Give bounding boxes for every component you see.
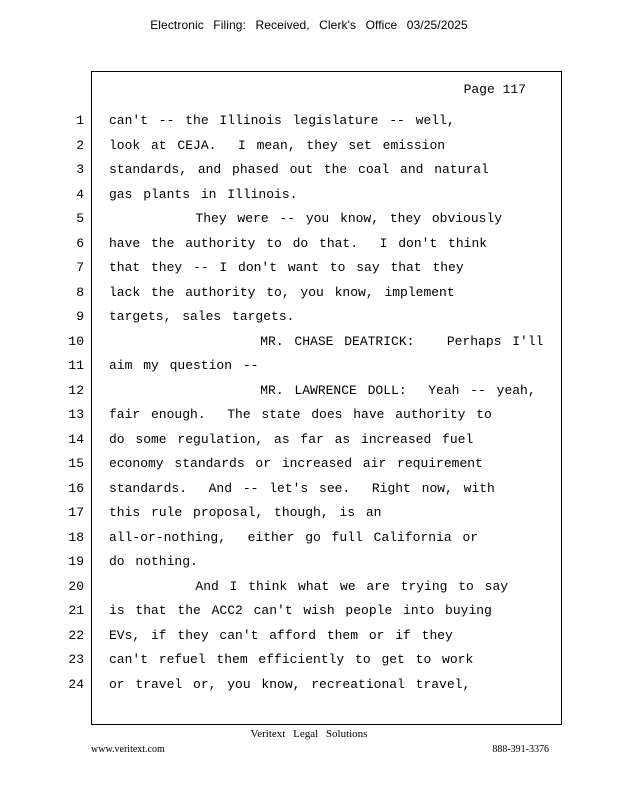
line-number: 15 [68,456,84,471]
transcript-line: standards, and phased out the coal and natural [109,162,489,177]
transcript-line: MR. CHASE DEATRICK: Perhaps I'll [109,333,544,349]
transcript-line: do nothing. [109,554,198,569]
transcript-line: can't -- the Illinois legislature -- well, [109,113,455,128]
transcript-line: standards. And -- let's see. Right now, with [109,480,495,496]
page-number: Page 117 [463,82,526,97]
transcript-line: or travel or, you know, recreational travel, [109,676,471,692]
line-number: 6 [76,235,84,251]
line-number: 2 [76,137,84,153]
transcript-line: They were -- you know, they obviously [109,211,503,226]
line-number: 11 [68,358,84,373]
line-number: 5 [76,211,84,226]
footer-phone: 888-391-3376 [492,744,549,755]
line-number: 7 [76,260,84,275]
transcript-line: And I think what we are trying to say [109,578,509,594]
transcript-line: can't refuel them efficiently to get to work [109,652,474,667]
transcript-line: that they -- I don't want to say that they [109,260,464,275]
transcript-line: all-or-nothing, either go full California or [109,529,479,545]
transcript-line: aim my question -- [109,358,259,373]
transcript-line: this rule proposal, though, is an [109,505,382,520]
transcript-line: have the authority to do that. I don't think [109,235,488,251]
line-number: 21 [68,603,84,618]
line-number: 3 [76,162,84,177]
line-number-column [60,113,84,701]
line-number: 1 [76,113,84,128]
line-number: 14 [68,431,84,447]
line-number: 16 [68,480,84,496]
line-number: 22 [68,627,84,643]
transcript-line: gas plants in Illinois. [109,186,298,202]
line-number: 12 [68,382,84,398]
line-number: 8 [76,284,84,300]
transcript-line: lack the authority to, you know, implement [109,284,455,300]
line-number: 20 [68,578,84,594]
transcript-line: look at CEJA. I mean, they set emission [109,137,446,153]
line-number: 13 [68,407,84,422]
transcript-line: targets, sales targets. [109,309,295,324]
transcript-body [109,113,549,701]
transcript-line: economy standards or increased air requirement [109,456,483,471]
transcript-line: EVs, if they can't afford them or if they [109,627,453,643]
transcript-line: do some regulation, as far as increased fuel [109,431,474,447]
line-number: 10 [68,333,84,349]
line-number: 24 [68,676,84,692]
transcript-line: MR. LAWRENCE DOLL: Yeah -- yeah, [109,382,536,398]
line-number: 9 [76,309,84,324]
filing-stamp-header: Electronic Filing: Received, Clerk's Office 03/25/2025 [150,18,468,32]
line-number: 18 [68,529,84,545]
footer-company: Veritext Legal Solutions [250,728,368,740]
line-number: 23 [68,652,84,667]
transcript-line: is that the ACC2 can't wish people into buying [109,603,492,618]
transcript-line: fair enough. The state does have authority to [109,407,492,422]
footer-website: www.veritext.com [91,744,165,755]
line-number: 4 [76,186,84,202]
line-number: 19 [68,554,84,569]
line-number: 17 [68,505,84,520]
